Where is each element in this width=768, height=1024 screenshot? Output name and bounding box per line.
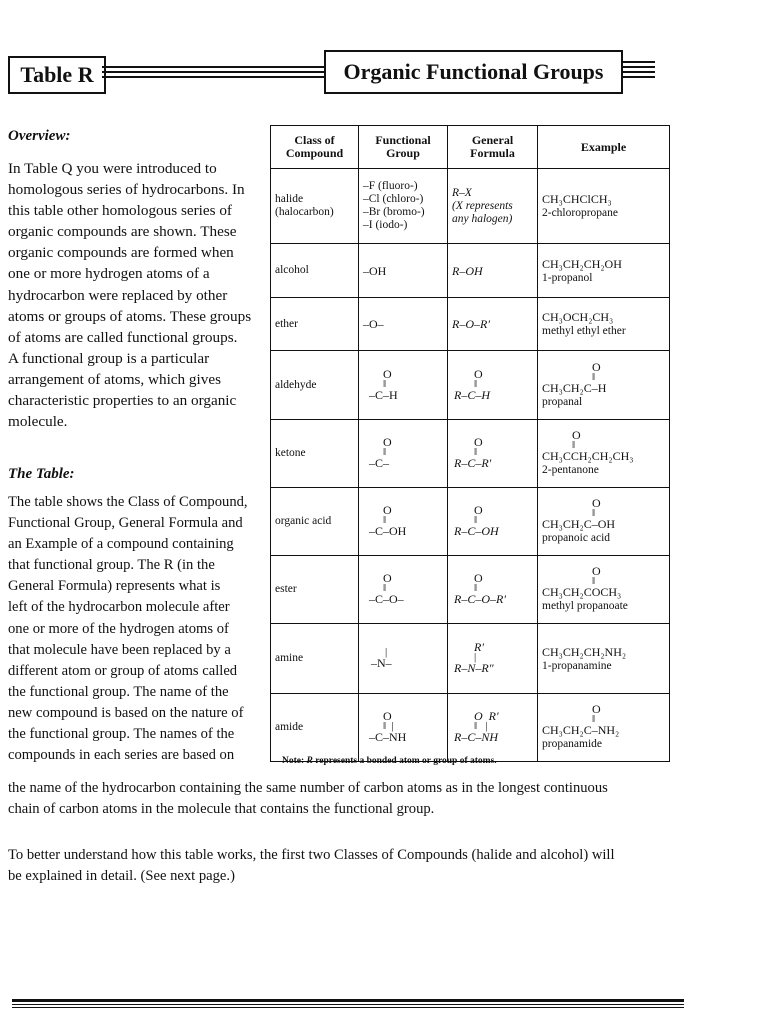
carbonyl-oxygen: O (592, 359, 601, 374)
header-rule-bottom (102, 76, 324, 78)
table-note (282, 756, 497, 766)
carbonyl-oxygen: O (383, 571, 392, 585)
formula-cell (448, 351, 538, 420)
formula-structure (452, 505, 533, 538)
header-rule-right-3 (621, 71, 655, 73)
header-class-line: Class of (294, 133, 335, 147)
overview-paragraph (8, 158, 262, 432)
header-formula-line: General (471, 133, 514, 147)
example-formula: CH₃CH₂CH₂NH₂ (542, 644, 627, 659)
example-formula: CH₃CCH₂CH₂CH₃ (542, 449, 634, 463)
table-section-line: The table shows the Class of Compound, (8, 494, 248, 510)
substituents: O R′ (474, 709, 499, 723)
group-cell (359, 694, 448, 762)
table-section-line: left of the hydrocarbon molecule after (8, 599, 230, 616)
double-bond: ‖ (383, 514, 387, 526)
class-name: ketone (275, 447, 306, 459)
example-formula: CH₃CH₂C–NH₂ (542, 723, 620, 737)
class-name: halide (275, 193, 304, 205)
example-structure (542, 430, 665, 477)
general-formula: R–C–R′ (454, 456, 492, 470)
group-line: –I (iodo-) (363, 219, 408, 231)
example-cell (538, 244, 670, 298)
header-group-line: Functional (375, 133, 431, 147)
formula-cell (448, 420, 538, 488)
substituent-r: R′ (474, 640, 484, 654)
example-name: propanal (542, 395, 583, 408)
carbonyl-oxygen: O (383, 366, 392, 381)
table-section-line: one or more of the hydrogen atoms of (8, 620, 229, 637)
table-row (271, 420, 670, 488)
table-section-line: compounds in each series are based on (8, 747, 235, 764)
double-bond: ‖ (592, 507, 596, 519)
table-row (271, 169, 670, 244)
class-cell (271, 298, 359, 351)
carbonyl-oxygen: O (592, 564, 601, 578)
footer-rule-thin-2 (12, 1007, 684, 1008)
group-cell (359, 351, 448, 420)
closing-paragraph (8, 845, 668, 887)
header-class-line: Compound (285, 146, 344, 160)
double-bond: ‖ (383, 582, 387, 594)
header-group-line: Group (386, 146, 420, 160)
example-cell (538, 556, 670, 624)
bonds: ‖ | (474, 720, 488, 732)
carbonyl-oxygen: O (383, 709, 392, 723)
formula-structure (452, 573, 533, 606)
formula-cell (448, 244, 538, 298)
example-structure (542, 704, 665, 751)
header-rule-top (102, 66, 324, 68)
example-formula: CH₃OCH₂CH₃ (542, 310, 614, 324)
double-bond: ‖ (474, 514, 478, 526)
overview-line: molecule. (8, 413, 68, 431)
example-cell (538, 169, 670, 244)
bonds: ‖ | (383, 720, 394, 732)
general-formula: R–C–H (454, 387, 490, 402)
single-bond: | (385, 645, 388, 658)
table-section-line: new compound is based on the nature of (8, 704, 244, 721)
header-rule-right-2 (621, 66, 655, 68)
formula-structure (452, 437, 533, 470)
table-section-paragraph (8, 492, 262, 766)
table-section-line: General Formula) represents what is (8, 578, 221, 595)
class-name: aldehyde (275, 378, 317, 391)
example-name: methyl propanoate (542, 600, 628, 612)
formula-line: any halogen) (452, 212, 513, 225)
overview-line: organic compounds are formed when (8, 244, 234, 262)
example-name: 2-pentanone (542, 464, 599, 476)
group-formula: –C–H (369, 387, 398, 402)
carbonyl-oxygen: O (474, 366, 483, 381)
class-cell (271, 420, 359, 488)
example-cell (538, 420, 670, 488)
double-bond: ‖ (592, 575, 596, 587)
table-row (271, 624, 670, 694)
overview-line: characteristic properties to an organic (8, 392, 237, 410)
note-text: represents a bonded atom or group of atoms. (312, 756, 497, 766)
group-formula: –C–O– (369, 592, 404, 606)
example-structure (542, 498, 665, 545)
table-section-wide-line: chain of carbon atoms in the molecule that contains the functional group. (8, 801, 435, 817)
single-bond: | (474, 651, 477, 663)
overview-line: arrangement of atoms, which gives (8, 370, 221, 388)
note-r: R (306, 756, 313, 766)
example-formula: CH₃CH₂C–H (542, 380, 607, 395)
group-cell (359, 169, 448, 244)
table-section-heading: The Table: (8, 466, 75, 482)
carbonyl-oxygen: O (592, 496, 601, 510)
overview-line: homologous series of hydrocarbons. In (8, 181, 245, 199)
example-name: 2-chloropropane (542, 207, 618, 219)
example-formula: CH₃CH₂C–OH (542, 517, 616, 531)
double-bond: ‖ (572, 439, 576, 451)
overview-line: A functional group is a particular (8, 349, 210, 367)
group-structure (363, 366, 443, 402)
formula-structure (452, 366, 533, 402)
group-formula: –C– (369, 456, 390, 470)
class-cell (271, 624, 359, 694)
table-section-wide-line: the name of the hydrocarbon containing the same number of carbon atoms as in the longest continuous (8, 780, 608, 796)
functional-groups-table (270, 125, 670, 762)
group-formula: –C–NH (369, 730, 407, 744)
closing-line: be explained in detail. (See next page.) (8, 868, 235, 884)
class-cell (271, 244, 359, 298)
example-cell (538, 488, 670, 556)
header-rule-right-1 (621, 61, 655, 63)
page-title: Organic Functional Groups (343, 59, 604, 84)
class-name: alcohol (275, 264, 309, 276)
general-formula: R–N–R″ (454, 661, 494, 675)
example-formula: CH₃CHClCH₃ (542, 192, 612, 206)
class-cell (271, 351, 359, 420)
general-formula: R–C–OH (454, 524, 499, 538)
class-cell (271, 169, 359, 244)
overview-line: hydrocarbon were replaced by other (8, 286, 228, 304)
group-structure (363, 437, 443, 470)
table-section-wide-paragraph (8, 778, 668, 820)
carbonyl-oxygen: O (474, 435, 483, 449)
table-label-box (8, 56, 106, 94)
class-cell (271, 556, 359, 624)
formula-cell (448, 556, 538, 624)
example-cell (538, 694, 670, 762)
carbonyl-oxygen: O (474, 571, 483, 585)
header-formula-cell (448, 126, 538, 169)
table-section-line: that functional group. The R (in the (8, 557, 215, 574)
table-row (271, 298, 670, 351)
class-cell (271, 488, 359, 556)
class-name: amine (275, 652, 304, 664)
group-formula: –OH (363, 263, 387, 278)
header-rule-right-4 (621, 76, 655, 78)
closing-line: To better understand how this table works, the first two Classes of Compounds (halide and alcohol) will (8, 847, 615, 863)
formula-cell (448, 624, 538, 694)
group-formula: –N– (371, 655, 392, 670)
formula-structure (452, 642, 533, 675)
table-row (271, 694, 670, 762)
footer-rule-thin (12, 1004, 684, 1005)
table-header-row (271, 126, 670, 169)
note-label: Note: (282, 756, 305, 766)
double-bond: ‖ (474, 446, 478, 458)
table-section-line: Functional Group, General Formula and (8, 515, 243, 532)
group-formula: –C–OH (369, 524, 407, 538)
group-cell (359, 244, 448, 298)
example-structure (542, 359, 665, 409)
example-cell (538, 351, 670, 420)
example-name: propanamide (542, 738, 603, 750)
group-cell (359, 420, 448, 488)
class-cell (271, 694, 359, 762)
header-example-label: Example (580, 139, 627, 154)
double-bond: ‖ (474, 582, 478, 594)
formula-cell (448, 488, 538, 556)
header-formula-line: Formula (470, 146, 515, 160)
carbonyl-oxygen: O (383, 435, 392, 449)
double-bond: ‖ (383, 377, 387, 390)
class-name: ether (275, 317, 298, 330)
group-line: –Cl (chloro-) (363, 193, 424, 205)
table-row (271, 556, 670, 624)
group-structure (363, 711, 443, 744)
group-structure (363, 505, 443, 538)
example-name: 1-propanol (542, 271, 593, 284)
table-label: Table R (20, 62, 94, 87)
formula-cell (448, 169, 538, 244)
table-row (271, 351, 670, 420)
formula-cell (448, 298, 538, 351)
example-name: propanoic acid (542, 532, 611, 544)
header-class-cell (271, 126, 359, 169)
title-box (324, 50, 623, 94)
formula-structure (452, 711, 533, 744)
example-formula: CH₃CH₂COCH₃ (542, 585, 622, 599)
carbonyl-oxygen: O (572, 428, 581, 442)
class-name: amide (275, 721, 304, 733)
group-line: –Br (bromo-) (363, 206, 425, 218)
formula-line: (X represents (452, 199, 513, 212)
double-bond: ‖ (592, 713, 596, 725)
group-cell (359, 488, 448, 556)
table-section-line: that molecule have been replaced by a (8, 641, 231, 658)
overview-line: organic compounds are shown. These (8, 223, 237, 241)
overview-line: In Table Q you were introduced to (8, 160, 217, 177)
formula-cell (448, 694, 538, 762)
example-name: 1-propanamine (542, 659, 612, 672)
formula-line: R–X (452, 186, 472, 199)
table-section-line: the functional group. The names of the (8, 726, 235, 743)
group-formula: –O– (363, 317, 384, 331)
double-bond: ‖ (383, 446, 387, 458)
header-group-cell (359, 126, 448, 169)
carbonyl-oxygen: O (592, 702, 601, 716)
example-name: methyl ethyl ether (542, 325, 626, 337)
footer-rule-thick (12, 999, 684, 1002)
class-name-sub: (halocarbon) (275, 206, 334, 218)
group-cell (359, 624, 448, 694)
example-formula: CH₃CH₂CH₂OH (542, 256, 622, 271)
table-section-line: an Example of a compound containing (8, 536, 234, 553)
overview-heading: Overview: (8, 128, 71, 144)
overview-line: atoms or groups of atoms. These groups (8, 307, 252, 325)
overview-line: this table other homologous series of (8, 202, 232, 220)
overview-line: of atoms are called functional groups. (8, 328, 238, 346)
class-name: ester (275, 583, 297, 595)
overview-line: one or more hydrogen atoms of a (8, 265, 210, 283)
table-section-line: the functional group. The name of the (8, 683, 229, 700)
general-formula: R–OH (452, 263, 483, 278)
general-formula: R–O–R′ (452, 317, 490, 331)
double-bond: ‖ (592, 370, 596, 383)
group-cell (359, 556, 448, 624)
carbonyl-oxygen: O (474, 503, 483, 517)
general-formula: R–C–NH (454, 730, 499, 744)
table-row (271, 488, 670, 556)
general-formula: R–C–O–R′ (454, 592, 506, 606)
example-cell (538, 624, 670, 694)
table-section-line: different atom or group of atoms called (8, 662, 238, 679)
carbonyl-oxygen: O (383, 503, 392, 517)
group-structure (363, 645, 443, 670)
group-structure (363, 573, 443, 606)
table-row (271, 244, 670, 298)
header-example-cell (538, 126, 670, 169)
double-bond: ‖ (474, 377, 478, 390)
header-rule-mid (102, 71, 324, 73)
example-cell (538, 298, 670, 351)
group-cell (359, 298, 448, 351)
class-name: organic acid (275, 515, 332, 527)
group-line: –F (fluoro-) (363, 180, 418, 192)
example-structure (542, 566, 665, 613)
